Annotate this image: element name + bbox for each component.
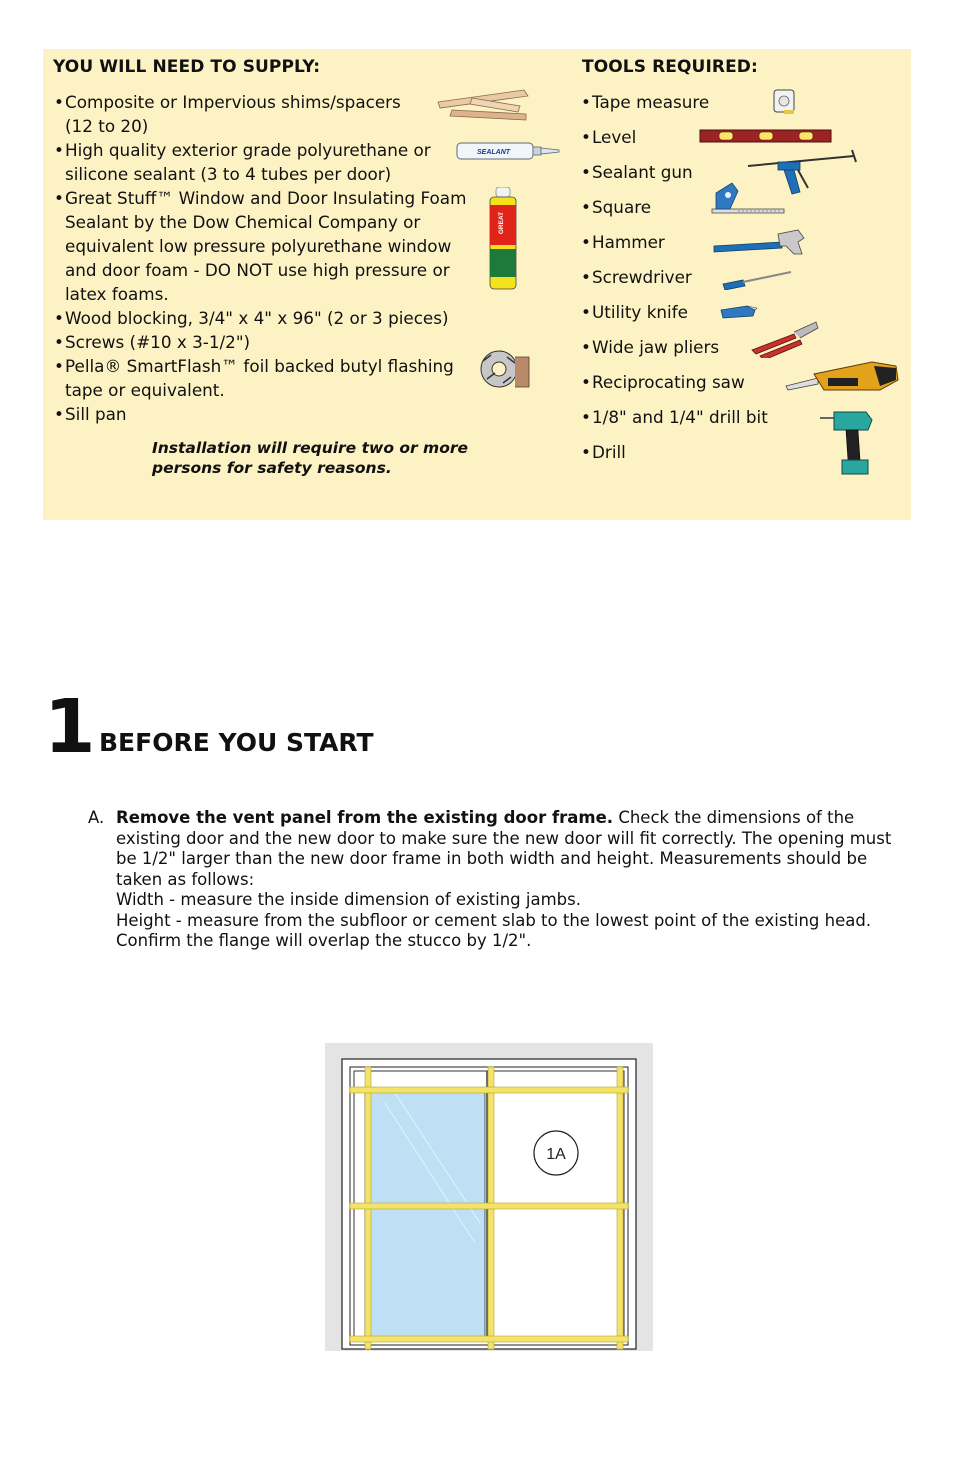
square-icon: [708, 181, 788, 217]
tool-item-screwdriver: • Screwdriver: [581, 265, 901, 300]
svg-text:GREAT: GREAT: [498, 211, 505, 235]
drill-icon: [818, 408, 878, 476]
step-number: 1: [44, 684, 93, 770]
tape-horizontal-bottom: [350, 1336, 628, 1342]
door-frame-diagram: [325, 1043, 653, 1351]
sealant-label: SEALANT: [477, 149, 511, 156]
supply-item-sill-pan: • Sill pan: [52, 402, 472, 426]
foam-can-icon: [487, 187, 519, 291]
tool-item-reciprocating-saw: • Reciprocating saw: [581, 370, 901, 405]
tape-measure-icon: [770, 86, 798, 116]
tool-item-tape-measure: • Tape measure: [581, 90, 901, 125]
supply-item-foam: • Great Stuff™ Window and Door Insulating Foam Sealant by the Dow Chemical Company or equivalent low pressure polyurethane window and door foam - DO NOT use high pressure or latex foams.: [52, 186, 475, 306]
tape-horizontal-middle: [350, 1203, 628, 1209]
glass-panel: [365, 1089, 485, 1339]
figure-label: 1A: [546, 1146, 566, 1163]
reciprocating-saw-icon: [784, 352, 902, 396]
shims-icon: [432, 88, 532, 122]
tool-item-sealant-gun: • Sealant gun: [581, 160, 901, 195]
step-item-label: A.: [88, 808, 105, 827]
tool-item-level: • Level: [581, 125, 901, 160]
supplies-list: [52, 90, 472, 426]
tools-title: TOOLS REQUIRED:: [582, 57, 758, 77]
supply-item-sealant: • High quality exterior grade polyurethane or silicone sealant (3 to 4 tubes per door): [52, 138, 460, 186]
tool-item-drill-bit: • 1/8" and 1/4" drill bit: [581, 405, 901, 440]
step-title: BEFORE YOU START: [99, 728, 374, 757]
tool-item-pliers: • Wide jaw pliers: [581, 335, 901, 370]
level-icon: [699, 128, 833, 144]
screwdriver-icon: [721, 268, 793, 290]
instruction-width: Width - measure the inside dimension of existing jambs.: [116, 890, 581, 909]
supply-item-shims: • Composite or Impervious shims/spacers (12 to 20): [52, 90, 425, 138]
instruction-body: Check the dimensions of the existing door and the new door to make sure the new door will fit correctly. The opening must be 1/2" larger than the new door frame in both width and height. Measurements should be taken as follows:: [116, 808, 892, 889]
instruction-paragraph-1: [116, 808, 891, 889]
tool-item-utility-knife: • Utility knife: [581, 300, 901, 335]
tape-horizontal-top: [350, 1087, 628, 1093]
flashing-tape-roll-icon: [479, 349, 531, 389]
step-instructions: [116, 808, 916, 952]
supplies-title: YOU WILL NEED TO SUPPLY:: [53, 57, 321, 77]
safety-note: Installation will require two or more persons for safety reasons.: [152, 439, 469, 477]
supply-item-blocking: • Wood blocking, 3/4" x 4" x 96" (2 or 3 pieces): [52, 306, 472, 330]
tool-item-hammer: • Hammer: [581, 230, 901, 265]
instruction-height: Height - measure from the subfloor or cement slab to the lowest point of the existing head.: [116, 910, 872, 930]
hammer-icon: [712, 228, 806, 258]
tool-item-square: • Square: [581, 195, 901, 230]
supply-item-flashing-tape: • Pella® SmartFlash™ foil backed butyl flashing tape or equivalent.: [52, 354, 470, 402]
supply-item-screws: • Screws (#10 x 3-1/2"): [52, 330, 472, 354]
tool-item-drill: • Drill: [581, 440, 901, 475]
instruction-flange: Confirm the flange will overlap the stucco by 1/2".: [116, 931, 532, 950]
utility-knife-icon: [719, 302, 759, 320]
instruction-lead: Remove the vent panel from the existing door frame.: [116, 808, 614, 827]
sealant-tube-icon: [455, 139, 561, 163]
